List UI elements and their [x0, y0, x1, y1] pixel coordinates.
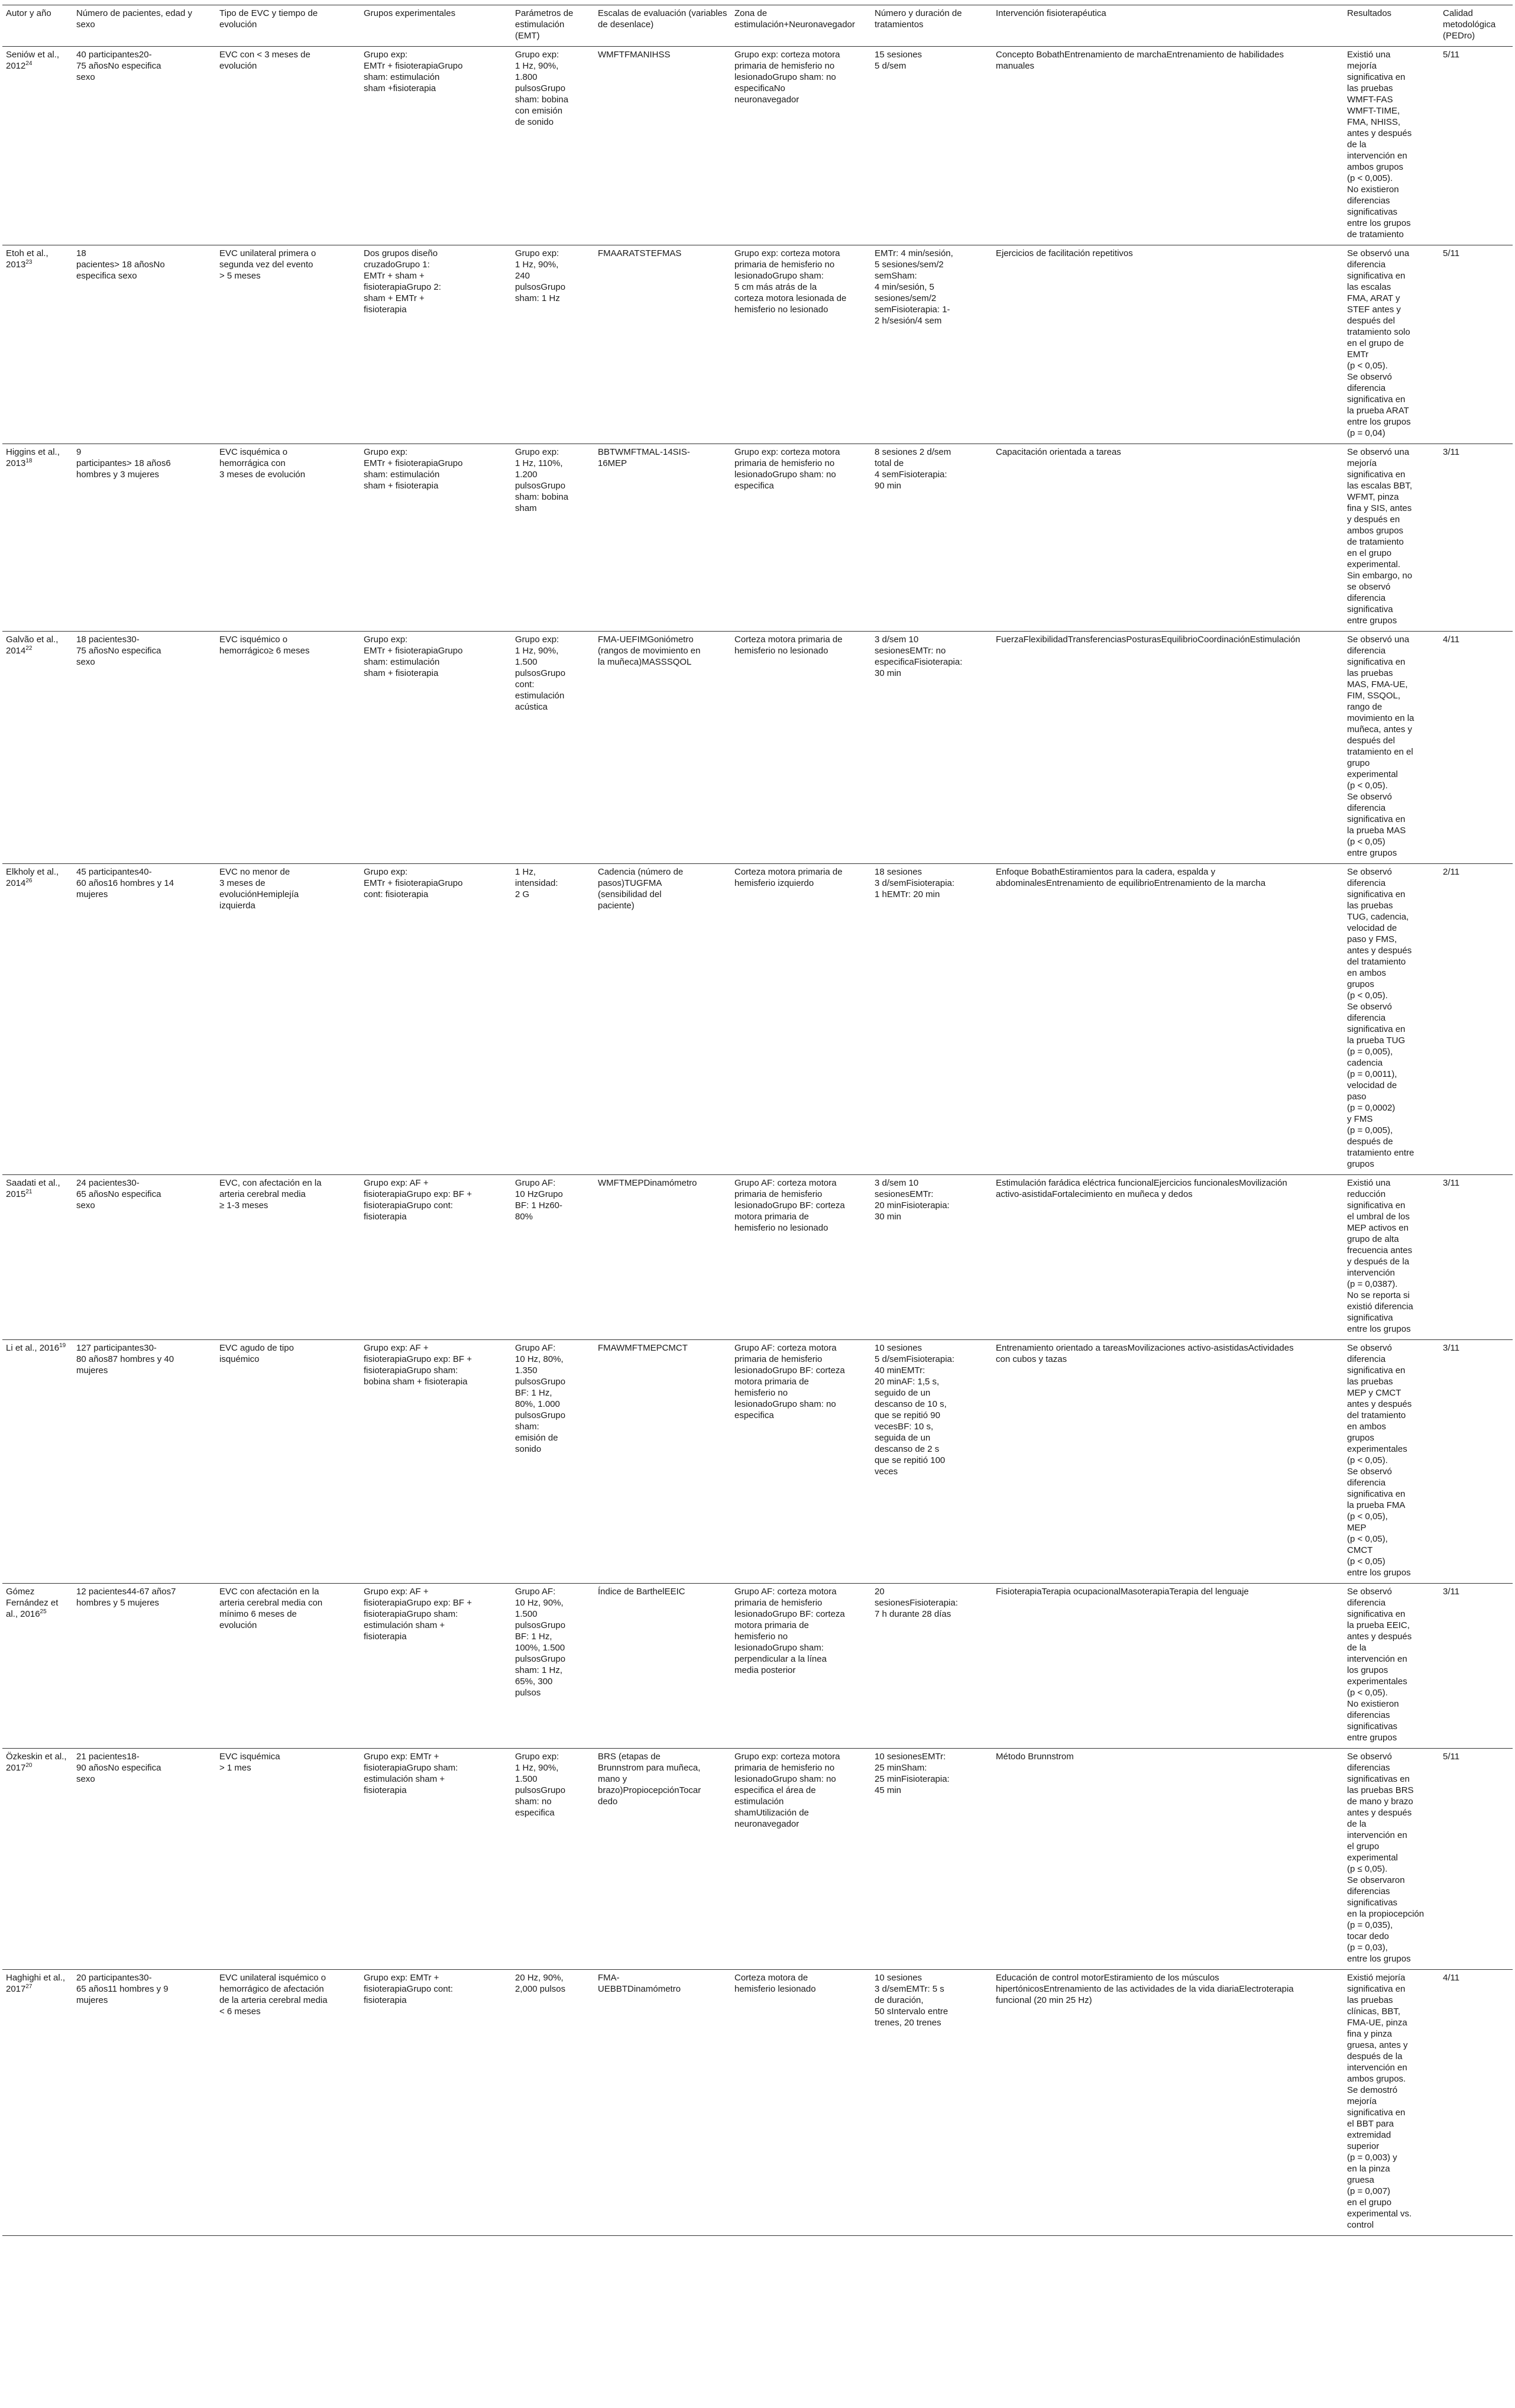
cell-zone: Grupo exp: corteza motora primaria de hemisferio no lesionadoGrupo sham: no especifica el área de estimulación shamUtilización de neuronavegador [731, 1749, 871, 1970]
author-text: Galvão et al., 2014 [6, 635, 59, 656]
cell-quality: 5/11 [1439, 1749, 1513, 1970]
col-header-scales: Escalas de evaluación (variables de desenlace) [594, 5, 731, 47]
cell-scales: BRS (etapas de Brunnstrom para muñeca, mano y brazo)PropiocepciónTocar dedo [594, 1749, 731, 1970]
table-row [2, 47, 1513, 245]
cell-quality: 3/11 [1439, 1584, 1513, 1749]
cell-quality: 4/11 [1439, 1970, 1513, 2236]
cell-zone: Grupo AF: corteza motora primaria de hemisferio lesionadoGrupo BF: corteza motora primaria de hemisferio no lesionadoGrupo sham: perpendicular a la línea media posterior [731, 1584, 871, 1749]
cell-results: Existió mejoría significativa en las pruebas clínicas, BBT, FMA-UE, pinza fina y pinza gruesa, antes y después de la intervención en ambos grupos. Se demostró mejoría significativa en el BBT para extremidad superior (p = 0,003) y en la pinza gruesa (p = 0,007) en el grupo experimental vs. control [1344, 1970, 1439, 2236]
reference-number: 23 [25, 259, 33, 266]
studies-table [2, 5, 1513, 2236]
cell-zone: Grupo exp: corteza motora primaria de hemisferio no lesionadoGrupo sham: no especificaNo neuronavegador [731, 47, 871, 245]
cell-parameters: Grupo AF: 10 Hz, 80%, 1.350 pulsosGrupo BF: 1 Hz, 80%, 1.000 pulsosGrupo sham: emisión de sonido [512, 1340, 594, 1584]
cell-treatments: 20 sesionesFisioterapia: 7 h durante 28 días [871, 1584, 992, 1749]
cell-groups: Grupo exp: AF + fisioterapiaGrupo exp: BF + fisioterapiaGrupo sham: estimulación sham + fisioterapia [360, 1584, 512, 1749]
col-header-results: Resultados [1344, 5, 1439, 47]
cell-quality: 3/11 [1439, 444, 1513, 632]
cell-patients: 24 pacientes30- 65 añosNo especifica sexo [73, 1175, 216, 1340]
cell-intervention: Estimulación farádica eléctrica funcionalEjercicios funcionalesMovilización activo-asistidaFortalecimiento en muñeca y dedos [992, 1175, 1344, 1340]
cell-zone: Corteza motora primaria de hemisferio no lesionado [731, 632, 871, 864]
table-row [2, 245, 1513, 444]
col-header-author: Autor y año [2, 5, 73, 47]
cell-parameters: 20 Hz, 90%, 2,000 pulsos [512, 1970, 594, 2236]
cell-treatments: 10 sesiones 5 d/semFisioterapia: 40 minEMTr: 20 minAF: 1,5 s, seguido de un descanso de 10 s, que se repitió 90 vecesBF: 10 s, seguida de un descanso de 2 s que se repitió 100 veces [871, 1340, 992, 1584]
cell-scales: BBTWMFTMAL-14SIS- 16MEP [594, 444, 731, 632]
cell-author [2, 1340, 73, 1584]
cell-author [2, 1749, 73, 1970]
reference-number: 21 [25, 1189, 33, 1195]
table-row [2, 632, 1513, 864]
cell-scales: Índice de BarthelEEIC [594, 1584, 731, 1749]
table-row [2, 444, 1513, 632]
cell-intervention: Educación de control motorEstiramiento de los músculos hipertónicosEntrenamiento de las actividades de la vida diariaElectroterapia funcional (20 min 25 Hz) [992, 1970, 1344, 2236]
cell-results: Se observó diferencias significativas en las pruebas BRS de mano y brazo antes y después de la intervención en el grupo experimental (p ≤ 0,05). Se observaron diferencias significativas en la propiocepción (p = 0,035), tocar dedo (p = 0,03), entre los grupos [1344, 1749, 1439, 1970]
reference-number: 27 [25, 1983, 33, 1990]
cell-results: Se observó una diferencia significativa en las escalas FMA, ARAT y STEF antes y después del tratamiento solo en el grupo de EMTr (p < 0,05). Se observó diferencia significativa en la prueba ARAT entre los grupos (p = 0,04) [1344, 245, 1439, 444]
cell-quality: 3/11 [1439, 1340, 1513, 1584]
cell-intervention: Método Brunnstrom [992, 1749, 1344, 1970]
cell-results: Se observó diferencia significativa en las pruebas TUG, cadencia, velocidad de paso y FMS, antes y después del tratamiento en ambos grupos (p < 0,05). Se observó diferencia significativa en la prueba TUG (p = 0,005), cadencia (p = 0,0011), velocidad de paso (p = 0,0002) y FMS (p = 0,005), después de tratamiento entre grupos [1344, 864, 1439, 1175]
table-row [2, 1970, 1513, 2236]
cell-results: Se observó una diferencia significativa en las pruebas MAS, FMA-UE, FIM, SSQOL, rango de movimiento en la muñeca, antes y después del tratamiento en el grupo experimental (p < 0,05). Se observó diferencia significativa en la prueba MAS (p < 0,05) entre grupos [1344, 632, 1439, 864]
cell-parameters: Grupo exp: 1 Hz, 90%, 1.500 pulsosGrupo sham: no especifica [512, 1749, 594, 1970]
cell-treatments: 3 d/sem 10 sesionesEMTr: 20 minFisioterapia: 30 min [871, 1175, 992, 1340]
reference-number: 26 [25, 878, 33, 884]
cell-stroke-type: EVC, con afectación en la arteria cerebral media ≥ 1-3 meses [216, 1175, 360, 1340]
cell-patients: 18 pacientes> 18 añosNo especifica sexo [73, 245, 216, 444]
cell-groups: Grupo exp: EMTr + fisioterapiaGrupo sham: estimulación sham + fisioterapia [360, 1749, 512, 1970]
cell-parameters: Grupo exp: 1 Hz, 90%, 1.800 pulsosGrupo sham: bobina con emisión de sonido [512, 47, 594, 245]
cell-patients: 20 participantes30- 65 años11 hombres y 9 mujeres [73, 1970, 216, 2236]
col-header-treatments: Número y duración de tratamientos [871, 5, 992, 47]
cell-treatments: 10 sesionesEMTr: 25 minSham: 25 minFisioterapia: 45 min [871, 1749, 992, 1970]
cell-quality: 2/11 [1439, 864, 1513, 1175]
author-text: Gómez Fernández et al., 2016 [6, 1587, 59, 1619]
cell-patients: 18 pacientes30- 75 añosNo especifica sexo [73, 632, 216, 864]
cell-results: Se observó diferencia significativa en la prueba EEIC, antes y después de la intervención en los grupos experimentales (p < 0,05). No existieron diferencias significativas entre grupos [1344, 1584, 1439, 1749]
cell-stroke-type: EVC agudo de tipo isquémico [216, 1340, 360, 1584]
cell-zone: Corteza motora de hemisferio lesionado [731, 1970, 871, 2236]
cell-patients: 127 participantes30- 80 años87 hombres y 40 mujeres [73, 1340, 216, 1584]
table-row [2, 1584, 1513, 1749]
author-text: Higgins et al., 2013 [6, 447, 60, 468]
cell-stroke-type: EVC unilateral isquémico o hemorrágico de afectación de la arteria cerebral media < 6 meses [216, 1970, 360, 2236]
cell-stroke-type: EVC no menor de 3 meses de evoluciónHemiplejía izquierda [216, 864, 360, 1175]
table-row [2, 864, 1513, 1175]
cell-treatments: EMTr: 4 min/sesión, 5 sesiones/sem/2 semSham: 4 min/sesión, 5 sesiones/sem/2 semFisioterapia: 1- 2 h/sesión/4 sem [871, 245, 992, 444]
cell-zone: Grupo exp: corteza motora primaria de hemisferio no lesionadoGrupo sham: 5 cm más atrás de la corteza motora lesionada de hemisferio no lesionado [731, 245, 871, 444]
cell-patients: 21 pacientes18- 90 añosNo especifica sexo [73, 1749, 216, 1970]
cell-treatments: 3 d/sem 10 sesionesEMTr: no especificaFisioterapia: 30 min [871, 632, 992, 864]
cell-quality: 3/11 [1439, 1175, 1513, 1340]
cell-results: Se observó diferencia significativa en las pruebas MEP y CMCT antes y después del tratamiento en ambos grupos experimentales (p < 0,05). Se observó diferencia significativa en la prueba FMA (p < 0,05), MEP (p < 0,05), CMCT (p < 0,05) entre los grupos [1344, 1340, 1439, 1584]
reference-number: 24 [25, 60, 33, 67]
header-row [2, 5, 1513, 47]
col-header-groups: Grupos experimentales [360, 5, 512, 47]
cell-author [2, 1175, 73, 1340]
cell-scales: FMAWMFTMEPCMCT [594, 1340, 731, 1584]
table-row [2, 1340, 1513, 1584]
cell-treatments: 15 sesiones 5 d/sem [871, 47, 992, 245]
author-text: Li et al., 2016 [6, 1343, 60, 1353]
reference-number: 25 [40, 1608, 47, 1615]
cell-author [2, 1970, 73, 2236]
table-row [2, 1175, 1513, 1340]
col-header-quality: Calidad metodológica (PEDro) [1439, 5, 1513, 47]
cell-groups: Dos grupos diseño cruzadoGrupo 1: EMTr + sham + fisioterapiaGrupo 2: sham + EMTr + fisioterapia [360, 245, 512, 444]
cell-groups: Grupo exp: EMTr + fisioterapiaGrupo sham: estimulación sham + fisioterapia [360, 444, 512, 632]
cell-zone: Grupo exp: corteza motora primaria de hemisferio no lesionadoGrupo sham: no especifica [731, 444, 871, 632]
cell-zone: Corteza motora primaria de hemisferio izquierdo [731, 864, 871, 1175]
cell-quality: 4/11 [1439, 632, 1513, 864]
col-header-parameters: Parámetros de estimulación (EMT) [512, 5, 594, 47]
cell-author [2, 245, 73, 444]
cell-groups: Grupo exp: EMTr + fisioterapiaGrupo cont: fisioterapia [360, 864, 512, 1175]
cell-parameters: Grupo AF: 10 HzGrupo BF: 1 Hz60- 80% [512, 1175, 594, 1340]
cell-stroke-type: EVC isquémico o hemorrágico≥ 6 meses [216, 632, 360, 864]
cell-parameters: Grupo exp: 1 Hz, 90%, 240 pulsosGrupo sham: 1 Hz [512, 245, 594, 444]
cell-treatments: 18 sesiones 3 d/semFisioterapia: 1 hEMTr: 20 min [871, 864, 992, 1175]
author-text: Haghighi et al., 2017 [6, 1973, 66, 1994]
cell-quality: 5/11 [1439, 245, 1513, 444]
cell-stroke-type: EVC con < 3 meses de evolución [216, 47, 360, 245]
cell-scales: WMFTMEPDinamómetro [594, 1175, 731, 1340]
cell-parameters: 1 Hz, intensidad: 2 G [512, 864, 594, 1175]
cell-author [2, 864, 73, 1175]
table-body [2, 47, 1513, 2236]
cell-stroke-type: EVC isquémica o hemorrágica con 3 meses de evolución [216, 444, 360, 632]
cell-intervention: Capacitación orientada a tareas [992, 444, 1344, 632]
cell-intervention: FuerzaFlexibilidadTransferenciasPosturasEquilibrioCoordinaciónEstimulación [992, 632, 1344, 864]
cell-stroke-type: EVC isquémica > 1 mes [216, 1749, 360, 1970]
author-text: Etoh et al., 2013 [6, 248, 48, 270]
cell-groups: Grupo exp: EMTr + fisioterapiaGrupo cont: fisioterapia [360, 1970, 512, 2236]
cell-scales: FMA-UEFIMGoniómetro (rangos de movimiento en la muñeca)MASSSQOL [594, 632, 731, 864]
cell-stroke-type: EVC con afectación en la arteria cerebral media con mínimo 6 meses de evolución [216, 1584, 360, 1749]
author-text: Elkholy et al., 2014 [6, 867, 59, 888]
cell-author [2, 47, 73, 245]
cell-patients: 12 pacientes44-67 años7 hombres y 5 mujeres [73, 1584, 216, 1749]
reference-number: 22 [25, 645, 33, 652]
cell-intervention: Entrenamiento orientado a tareasMovilizaciones activo-asistidasActividades con cubos y tazas [992, 1340, 1344, 1584]
col-header-stroke-type: Tipo de EVC y tiempo de evolución [216, 5, 360, 47]
cell-intervention: Concepto BobathEntrenamiento de marchaEntrenamiento de habilidades manuales [992, 47, 1344, 245]
cell-zone: Grupo AF: corteza motora primaria de hemisferio lesionadoGrupo BF: corteza motora primaria de hemisferio no lesionado [731, 1175, 871, 1340]
col-header-intervention: Intervención fisioterapéutica [992, 5, 1344, 47]
cell-intervention: Ejercicios de facilitación repetitivos [992, 245, 1344, 444]
cell-groups: Grupo exp: AF + fisioterapiaGrupo exp: BF + fisioterapiaGrupo cont: fisioterapia [360, 1175, 512, 1340]
cell-treatments: 10 sesiones 3 d/semEMTr: 5 s de duración, 50 sIntervalo entre trenes, 20 trenes [871, 1970, 992, 2236]
cell-patients: 9 participantes> 18 años6 hombres y 3 mujeres [73, 444, 216, 632]
col-header-zone: Zona de estimulación+Neuronavegador [731, 5, 871, 47]
cell-groups: Grupo exp: EMTr + fisioterapiaGrupo sham: estimulación sham +fisioterapia [360, 47, 512, 245]
cell-author [2, 1584, 73, 1749]
author-text: Özkeskin et al., 2017 [6, 1752, 67, 1773]
cell-scales: Cadencia (número de pasos)TUGFMA (sensibilidad del paciente) [594, 864, 731, 1175]
cell-treatments: 8 sesiones 2 d/sem total de 4 semFisioterapia: 90 min [871, 444, 992, 632]
cell-groups: Grupo exp: EMTr + fisioterapiaGrupo sham: estimulación sham + fisioterapia [360, 632, 512, 864]
reference-number: 18 [25, 458, 33, 464]
cell-parameters: Grupo AF: 10 Hz, 90%, 1.500 pulsosGrupo BF: 1 Hz, 100%, 1.500 pulsosGrupo sham: 1 Hz, 65%, 300 pulsos [512, 1584, 594, 1749]
cell-scales: WMFTFMANIHSS [594, 47, 731, 245]
cell-parameters: Grupo exp: 1 Hz, 110%, 1.200 pulsosGrupo sham: bobina sham [512, 444, 594, 632]
author-text: Seniów et al., 2012 [6, 50, 60, 71]
cell-zone: Grupo AF: corteza motora primaria de hemisferio lesionadoGrupo BF: corteza motora primaria de hemisferio no lesionadoGrupo sham: no especifica [731, 1340, 871, 1584]
cell-scales: FMAARATSTEFMAS [594, 245, 731, 444]
reference-number: 20 [25, 1762, 33, 1769]
cell-intervention: Enfoque BobathEstiramientos para la cadera, espalda y abdominalesEntrenamiento de equilibrioEntrenamiento de la marcha [992, 864, 1344, 1175]
cell-results: Se observó una mejoría significativa en las escalas BBT, WFMT, pinza fina y SIS, antes y después en ambos grupos de tratamiento en el grupo experimental. Sin embargo, no se observó diferencia significativa entre grupos [1344, 444, 1439, 632]
author-text: Saadati et al., 2015 [6, 1178, 60, 1199]
cell-author [2, 632, 73, 864]
cell-stroke-type: EVC unilateral primera o segunda vez del evento > 5 meses [216, 245, 360, 444]
cell-results: Existió una mejoría significativa en las pruebas WMFT-FAS WMFT-TIME, FMA, NHISS, antes y después de la intervención en ambos grupos (p < 0,005). No existieron diferencias significativas entre los grupos de tratamiento [1344, 47, 1439, 245]
cell-quality: 5/11 [1439, 47, 1513, 245]
reference-number: 19 [59, 1342, 66, 1349]
cell-scales: FMA- UEBBTDinamómetro [594, 1970, 731, 2236]
cell-groups: Grupo exp: AF + fisioterapiaGrupo exp: BF + fisioterapiaGrupo sham: bobina sham + fisioterapia [360, 1340, 512, 1584]
cell-results: Existió una reducción significativa en el umbral de los MEP activos en grupo de alta frecuencia antes y después de la intervención (p = 0,0387). No se reporta si existió diferencia significativa entre los grupos [1344, 1175, 1439, 1340]
table-row [2, 1749, 1513, 1970]
cell-patients: 45 participantes40- 60 años16 hombres y 14 mujeres [73, 864, 216, 1175]
studies-table-wrapper [2, 5, 1513, 2236]
col-header-patients: Número de pacientes, edad y sexo [73, 5, 216, 47]
cell-parameters: Grupo exp: 1 Hz, 90%, 1.500 pulsosGrupo cont: estimulación acústica [512, 632, 594, 864]
cell-author [2, 444, 73, 632]
cell-intervention: FisioterapiaTerapia ocupacionalMasoterapiaTerapia del lenguaje [992, 1584, 1344, 1749]
cell-patients: 40 participantes20- 75 añosNo especifica sexo [73, 47, 216, 245]
